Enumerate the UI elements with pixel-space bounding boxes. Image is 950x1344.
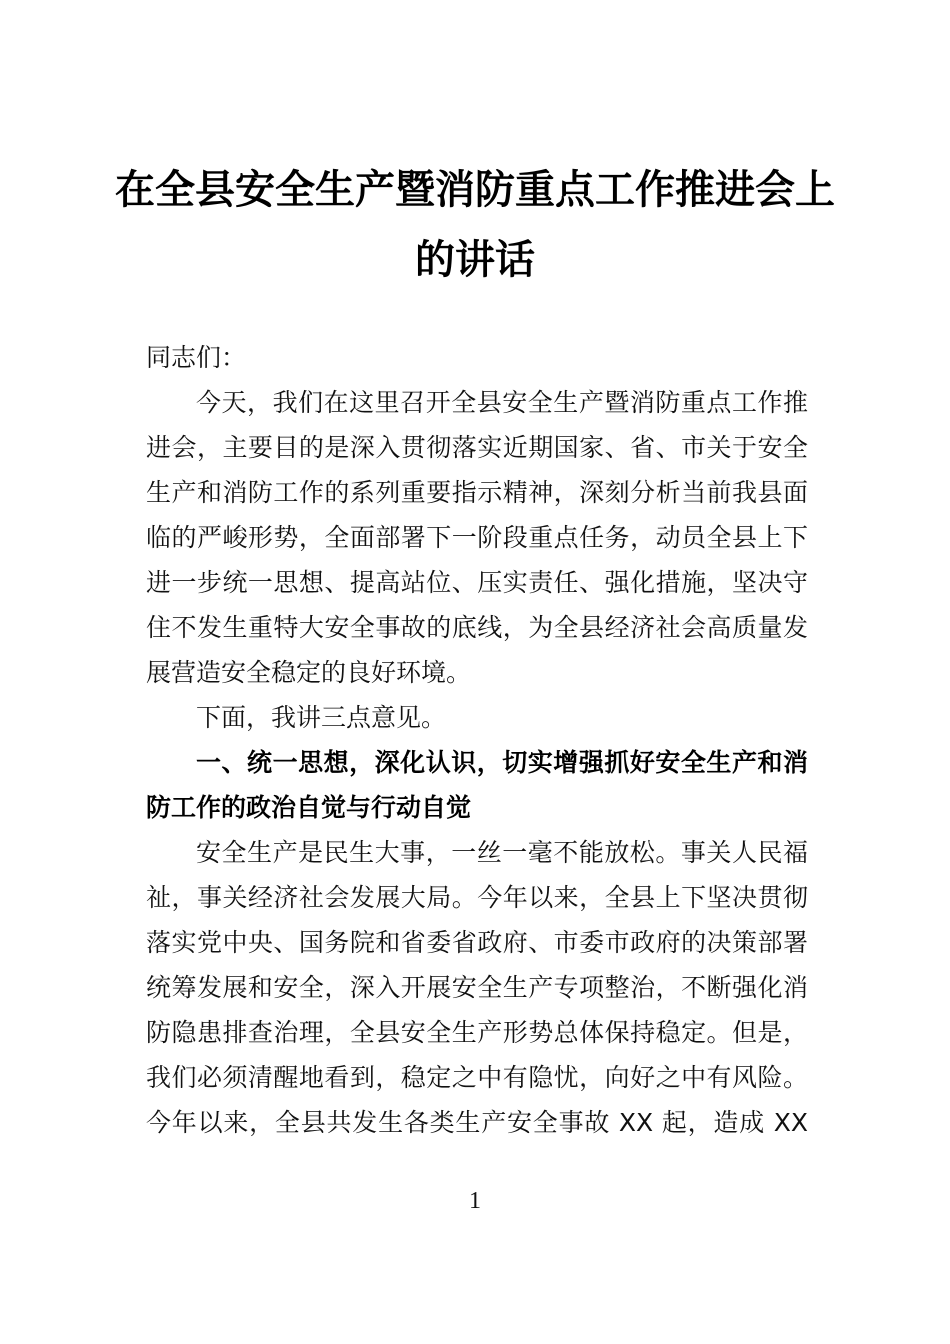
paragraph-3-line: 统筹发展和安全，深入开展安全生产专项整治，不断强化消 [146,973,808,1002]
paragraph-1-line: 生产和消防工作的系列重要指示精神，深刻分析当前我县面 [146,478,808,507]
paragraph-3-line: 防隐患排查治理，全县安全生产形势总体保持稳定。但是， [146,1018,808,1047]
section-1-heading-line: 一、统一思想，深化认识，切实增强抓好安全生产和消 [196,748,808,777]
paragraph-2-line: 下面，我讲三点意见。 [196,703,447,732]
paragraph-3-line: 今年以来，全县共发生各类生产安全事故 XX 起，造成 XX [146,1108,808,1137]
salutation: 同志们： [146,343,247,372]
document-title-line-1: 在全县安全生产暨消防重点工作推进会上 [115,166,835,213]
paragraph-1-line: 进一步统一思想、提高站位、压实责任、强化措施，坚决守 [146,568,808,597]
paragraph-3-line: 祉，事关经济社会发展大局。今年以来，全县上下坚决贯彻 [146,883,808,912]
paragraph-3-line: 我们必须清醒地看到，稳定之中有隐忧，向好之中有风险。 [146,1063,808,1092]
paragraph-1-line: 进会，主要目的是深入贯彻落实近期国家、省、市关于安全 [146,433,808,462]
document-title-line-2: 的讲话 [415,236,535,283]
paragraph-1-line: 今天，我们在这里召开全县安全生产暨消防重点工作推 [196,388,808,417]
paragraph-1-line: 住不发生重特大安全事故的底线，为全县经济社会高质量发 [146,613,808,642]
paragraph-3-line: 落实党中央、国务院和省委省政府、市委市政府的决策部署 [146,928,808,957]
paragraph-3-line: 安全生产是民生大事，一丝一毫不能放松。事关人民福 [196,838,808,867]
paragraph-1-line: 临的严峻形势，全面部署下一阶段重点任务，动员全县上下 [146,523,808,552]
paragraph-1-line: 展营造安全稳定的良好环境。 [146,658,472,687]
page-number: 1 [469,1188,481,1214]
section-1-heading-line: 防工作的政治自觉与行动自觉 [146,793,472,822]
